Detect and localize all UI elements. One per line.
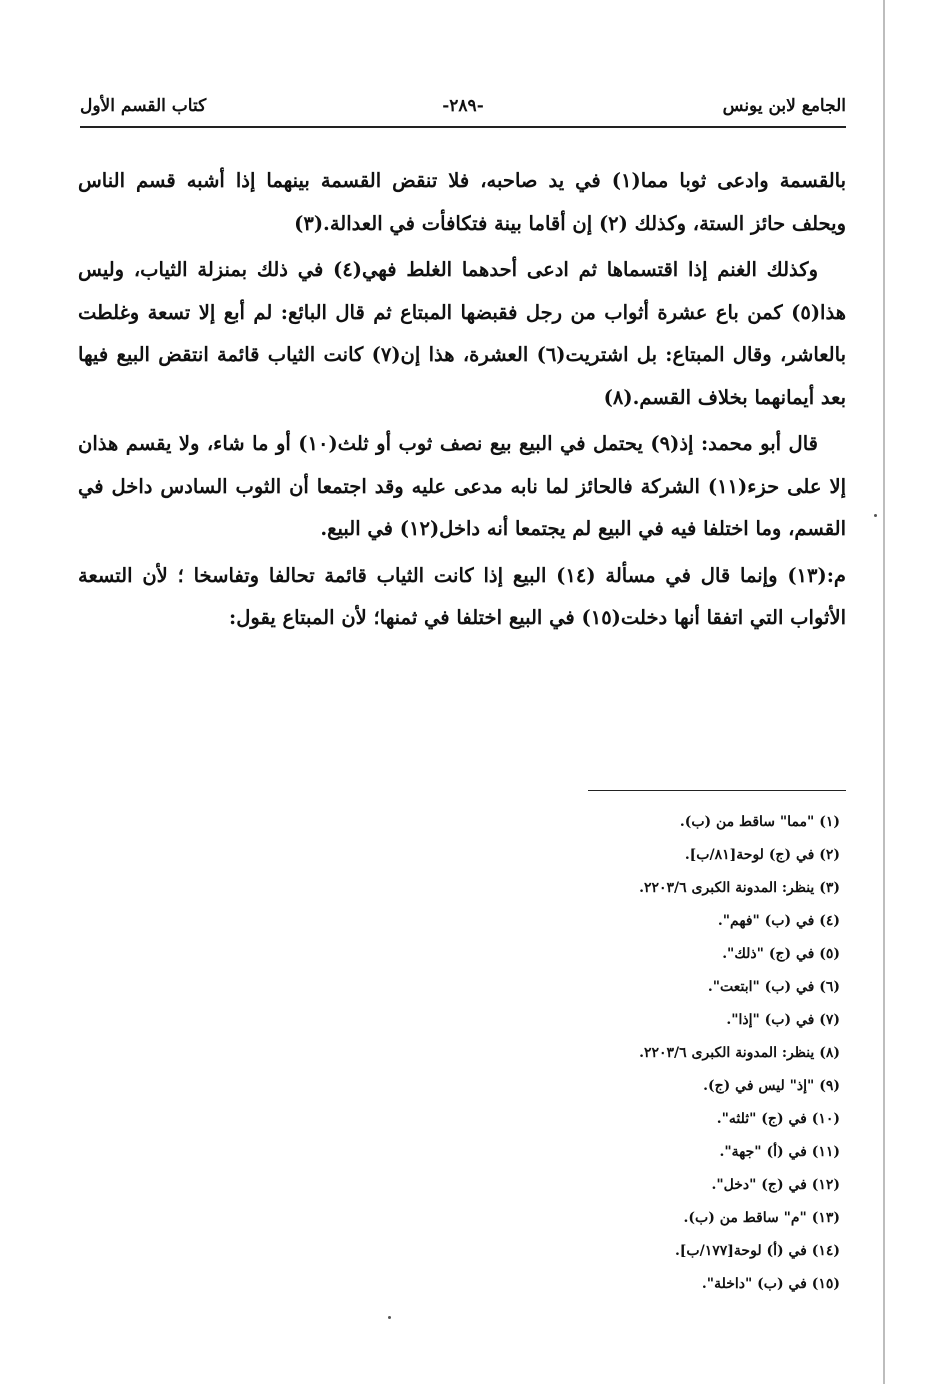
footnotes: [460, 806, 840, 1301]
header-section-title: كتاب القسم الأول: [80, 96, 207, 116]
footnote: (١٤) في (أ) لوحة[١٧٧/ب].: [674, 1243, 840, 1259]
paragraph: بالقسمة وادعى ثوبا مما(١) في يد صاحبه، فلا تنقض القسمة بينهما إذا أشبه قسم الناس ويحلف حائز الستة، وكذلك (٢) إن أقاما بينة فتكافأت في العدالة.(٣): [78, 169, 846, 235]
paragraph: م:(١٣) وإنما قال في مسألة (١٤) البيع إذا كانت الثياب قائمة تحالفا وتفاسخا ؛ لأن التسعة الأثواب التي اتفقا أنها دخلت(١٥) في البيع اختلفا في ثمنها؛ لأن المبتاع يقول:: [78, 563, 846, 629]
footnote: (١) "مما" ساقط من (ب).: [679, 814, 840, 830]
header-rule: [80, 126, 846, 128]
paragraph: قال أبو محمد: إذ(٩) يحتمل في البيع بيع نصف ثوب أو ثلث(١٠) أو ما شاء، ولا يقسم هذان إلا على حزء(١١) الشركة فالحائز لما نابه مدعى عليه وقد اجتمعا أن الثوب السادس داخل في القسم، وما اختلفا فيه في البيع لم يجتمعا أنه داخل(١٢) في البيع.: [78, 432, 847, 540]
footnote: (٥) في (ج) "ذلك".: [722, 946, 840, 962]
footnote: (٩) "إذ" ليس في (ج).: [703, 1078, 840, 1094]
footnote: (٤) في (ب) "فهم".: [717, 913, 840, 929]
scan-speck: [874, 514, 877, 517]
page-number: -٢٨٩-: [442, 96, 484, 116]
footnote: (٢) في (ج) لوحة[٨١/ب].: [684, 847, 840, 863]
footnote: (٣) ينظر: المدونة الكبرى ٢٢٠٣/٦.: [639, 880, 840, 896]
footnote: (٨) ينظر: المدونة الكبرى ٢٢٠٣/٦.: [639, 1045, 840, 1061]
footnote: (٧) في (ب) "إذا".: [726, 1012, 840, 1028]
footnote: (١١) في (أ) "جهة".: [719, 1144, 840, 1160]
footnote-rule: [588, 790, 846, 791]
header-book-title: الجامع لابن يونس: [722, 96, 846, 116]
main-text: [78, 160, 846, 644]
page-edge-line: [883, 0, 885, 1384]
footnote: (٦) في (ب) "ابتعت".: [707, 979, 840, 995]
scan-speck: [388, 1316, 391, 1319]
paragraph: وكذلك الغنم إذا اقتسماها ثم ادعى أحدهما الغلط فهي(٤) في ذلك بمنزلة الثياب، وليس هذا(٥) كمن باع عشرة أثواب من رجل فقبضها المبتاع ثم قال البائع: لم أبع إلا تسعة وغلطت بالعاشر، وقال المبتاع: بل اشتريت(٦) العشرة، هذا إن(٧) كانت الثياب قائمة انتقض البيع فيها بعد أيمانهما بخلاف القسم.(٨): [78, 258, 846, 409]
running-header: [80, 96, 846, 128]
footnote: (١٥) في (ب) "داخلة".: [701, 1276, 840, 1292]
footnote: (١٠) في (ج) "ثلثه".: [716, 1111, 840, 1127]
footnote: (١٣) "م" ساقط من (ب).: [683, 1210, 840, 1226]
footnote: (١٢) في (ج) "دخل".: [711, 1177, 840, 1193]
